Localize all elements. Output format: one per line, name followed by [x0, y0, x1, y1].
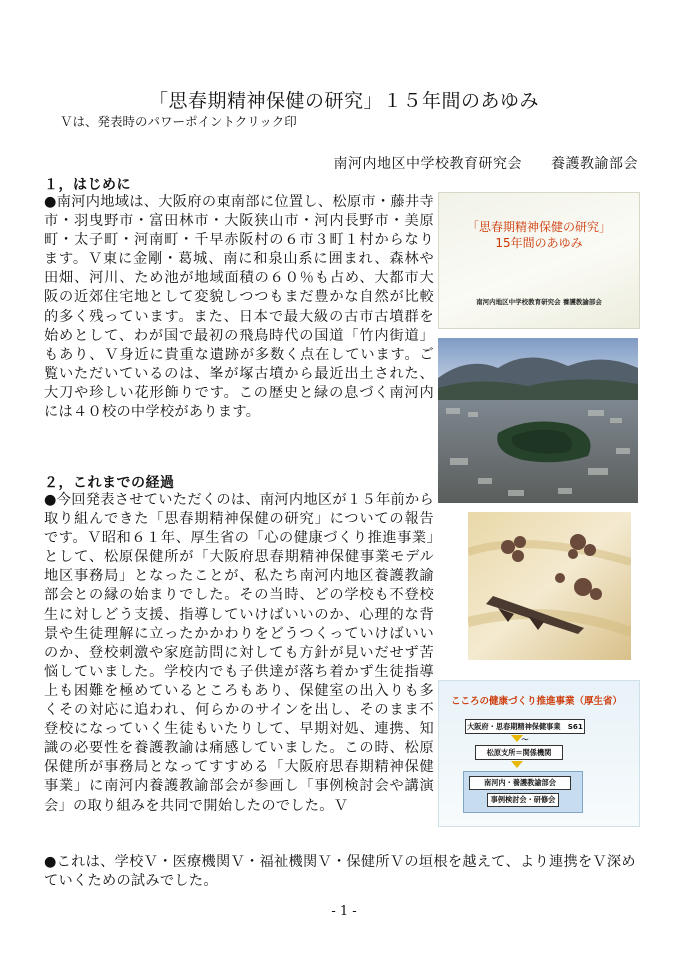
section-heading-intro: １，はじめに	[44, 177, 131, 193]
click-mark-note: Ｖは、発表時のパワーポイントクリック印	[60, 114, 297, 129]
section-paragraph-continuation: ●これは、学校Ｖ・医療機関Ｖ・福祉機関Ｖ・保健所Ｖの垣根を越えて、より連携をＶ深めていくための試みでした。	[44, 854, 636, 890]
diagram-box-osaka-program: 大阪府・思春期精神保健事業 S61～	[465, 719, 585, 734]
page-number: - 1 -	[331, 904, 357, 919]
slide-title-line2: 15年間のあゆみ	[495, 236, 583, 250]
organization-line: 南河内地区中学校教育研究会 養護教諭部会	[333, 156, 638, 172]
slide-title-text	[439, 219, 639, 251]
arrow-down-icon	[511, 735, 523, 742]
diagram-title: こころの健康づくり推進事業（厚生省）	[451, 696, 623, 707]
program-diagram-slide	[438, 680, 640, 827]
document-title: 「思春期精神保健の研究」１５年間のあゆみ	[148, 90, 539, 112]
excavated-artifacts-photo	[468, 512, 631, 660]
arrow-down-icon	[511, 761, 523, 768]
title-slide-image	[438, 192, 640, 329]
section-paragraph-history: ●今回発表させていただくのは、南河内地区が１５年前から取り組んできた「思春期精神保健の研究」についての報告です。Ｖ昭和６１年、厚生省の「心の健康づくり推進事業」として、松原保健所が「大阪府思春期精神保健事業モデル地区事務局」となったことが、私たち南河内地区養護教諭部会との縁の始まりでした。その当時、どの学校も不登校生に対しどう支援、指導していけばいいのか、心理的な背景や生徒理解に立ったかかわりをどうつくっていけばいいのか、登校刺激や家庭訪問に対しても方針が見いだせず苦悩していました。学校内でも子供達が落ち着かず生徒指導上も困難を極めているところもあり、保健室の出入りも多くその対応に追われ、何らかのサインを出し、そのまま不登校になっていく生徒もいたりして、早期対処、連携、知識の必要性を養護教諭は痛感していました。この時、松原保健所が事務局となってすすめる「大阪府思春期精神保健事業」に南河内養護教諭部会が参画し「事例検討会や講演会」の取り組みを共同で開始したのでした。Ｖ	[44, 492, 434, 814]
slide-org-text: 南河内地区中学校教育研究会 養護教諭部会	[476, 298, 602, 306]
section-paragraph-intro: ●南河内地域は、大阪府の東南部に位置し、松原市・藤井寺市・羽曳野市・富田林市・大阪狭山市・河内長野市・美原町・太子町・河南町・千早赤阪村の６市３町１村からなります。Ｖ東に金剛・葛城、南に和泉山系に囲まれ、森林や田畑、河川、ため池が地域面積の６０％も占め、大都市大阪の近郊住宅地として変貌しつつもまだ豊かな自然が比較的多く残っています。また、日本で最大級の古市古墳群を始めとして、わが国で最初の飛鳥時代の国道「竹内街道」もあり、Ｖ身近に貴重な遺跡が多数く点在しています。ご覧いただいているのは、峯が塚古墳から最近出土された、大刀や珍しい花形飾りです。この歴史と緑の息づく南河内には４０校の中学校があります。	[44, 194, 434, 421]
diagram-box-nurse-teachers: 南河内・養護教諭部会	[469, 776, 571, 790]
artifacts-illustration	[468, 512, 631, 660]
diagram-box-case-study: 事例検討会・研修会	[487, 793, 559, 807]
section-heading-history: ２，これまでの経過	[44, 475, 175, 491]
diagram-box-matsubara: 松原支所＝関係機関	[475, 745, 563, 760]
aerial-landscape-photo	[438, 338, 638, 503]
slide-title-line1: 「思春期精神保健の研究」	[466, 220, 611, 234]
landscape-illustration	[438, 338, 638, 503]
